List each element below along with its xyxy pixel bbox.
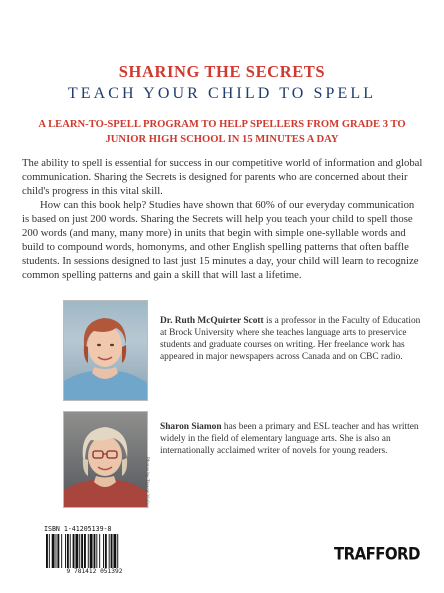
description-paragraph-2: How can this book help? Studies have shown that 60% of our everyday communication is based on just 200 words. Sharing the Secrets will help you teach your child to spell those 200 words (and many, many more) in units that begin with simple one-syllable words and build to compound words, homonyms, and other English spelling patterns that often baffle students. In sessions designed to last just 15 minutes a day, your child will learn to recognize common spelling patterns and gain a skill that will last a lifetime.: [22, 199, 419, 281]
publisher-logo: TRAFFORD: [334, 544, 420, 564]
author-photo-sharon: [63, 411, 148, 508]
isbn-block: [44, 525, 145, 575]
description: [22, 156, 424, 282]
tagline: A LEARN-TO-SPELL PROGRAM TO HELP SPELLERS FROM GRADE 3 TO JUNIOR HIGH SCHOOL IN 15 MINUTES A DAY: [38, 119, 406, 145]
author-bio-1: [160, 315, 422, 363]
author-photo-ruth: [63, 300, 148, 401]
portrait-illustration: [64, 301, 147, 400]
description-paragraph-1: The ability to spell is essential for success in our competitive world of information and global communication. Sharing the Secrets is designed for parents who are concerned about their child's progress in this vital skill.: [22, 157, 423, 197]
author-bio-2: [160, 421, 422, 457]
isbn-label: ISBN 1-41205139-8: [44, 525, 112, 533]
barcode-number: 9 781412 051392: [66, 568, 123, 575]
barcode-icon: [44, 534, 145, 568]
author-bio-text: has been a primary and ESL teacher and has written widely in the field of elementary language arts. She is also an internationally acclaimed writer of novels for young readers.: [160, 422, 419, 456]
portrait-illustration: [64, 412, 147, 507]
photo-credit: Photos by Trevor Vorley: [144, 457, 150, 508]
author-name: Dr. Ruth McQuirter Scott: [160, 316, 264, 326]
author-bio-text: is a professor in the Faculty of Education at Brock University where she teaches language arts to preservice students and graduate courses on writing. Her freelance work has appeared in major newspapers across Canada and on CBC radio.: [160, 316, 421, 362]
author-name: Sharon Siamon: [160, 422, 222, 432]
book-title: SHARING THE SECRETS: [118, 62, 326, 81]
book-subtitle: TEACH YOUR CHILD TO SPELL: [67, 85, 377, 102]
